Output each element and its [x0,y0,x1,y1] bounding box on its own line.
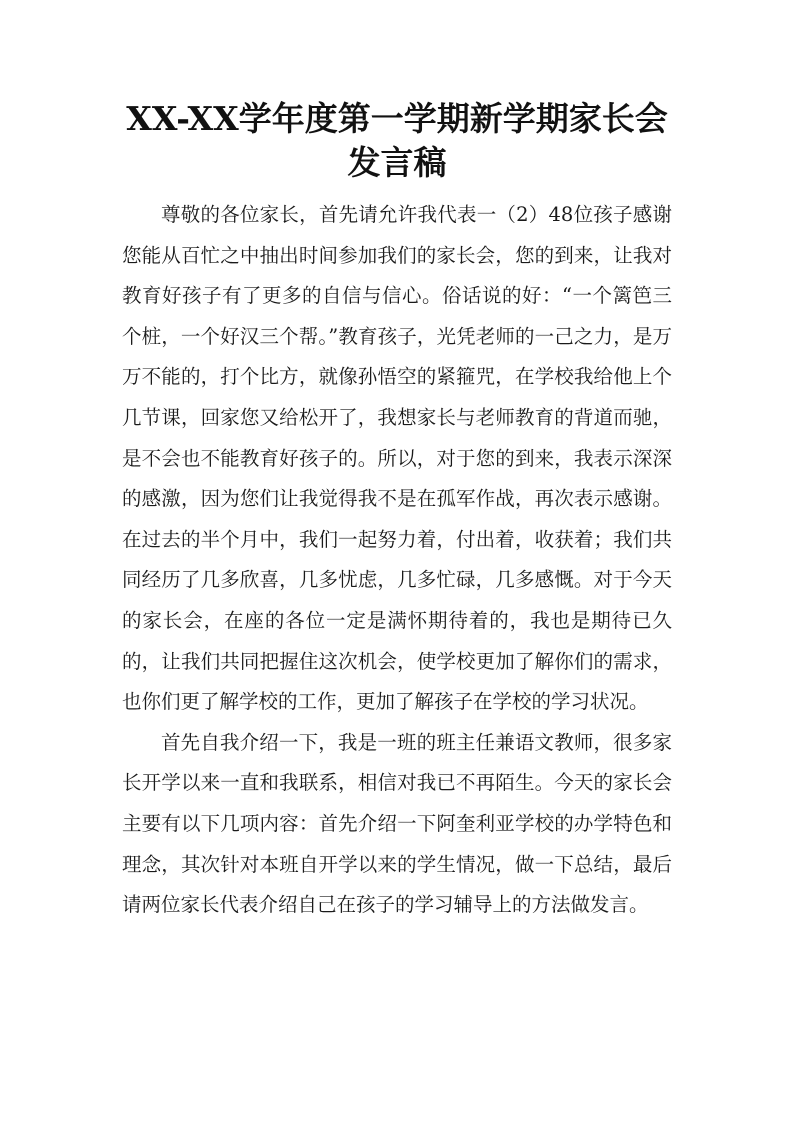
paragraph-greeting: 尊敬的各位家长，首先请允许我代表一（2）48位孩子感谢您能从百忙之中抽出时间参加我们的家长会，您的到来，让我对教育好孩子有了更多的自信与信心。俗话说的好：“一个篱笆三个桩，一个好汉三个帮。”教育孩子，光凭老师的一己之力，是万万不能的，打个比方，就像孙悟空的紧箍咒，在学校我给他上个几节课，回家您又给松开了，我想家长与老师教育的背道而驰，是不会也不能教育好孩子的。所以，对于您的到来，我表示深深的感激，因为您们让我觉得我不是在孤军作战，再次表示感谢。在过去的半个月中，我们一起努力着，付出着，收获着；我们共同经历了几多欣喜，几多忧虑，几多忙碌，几多感慨。对于今天的家长会，在座的各位一定是满怀期待着的，我也是期待已久的，让我们共同把握住这次机会，使学校更加了解你们的需求，也你们更了解学校的工作，更加了解孩子在学校的学习状况。 [122,203,672,714]
paragraph-introduction: 首先自我介绍一下，我是一班的班主任兼语文教师，很多家长开学以来一直和我联系，相信对我已不再陌生。今天的家长会主要有以下几项内容：首先介绍一下阿奎利亚学校的办学特色和理念，其次针对本班自开学以来的学生情况，做一下总结，最后请两位家长代表介绍自己在孩子的学习辅导上的方法做发言。 [122,730,672,917]
document-body [122,195,672,926]
document-title: XX-XX学年度第一学期新学期家长会发言稿 [126,99,668,182]
